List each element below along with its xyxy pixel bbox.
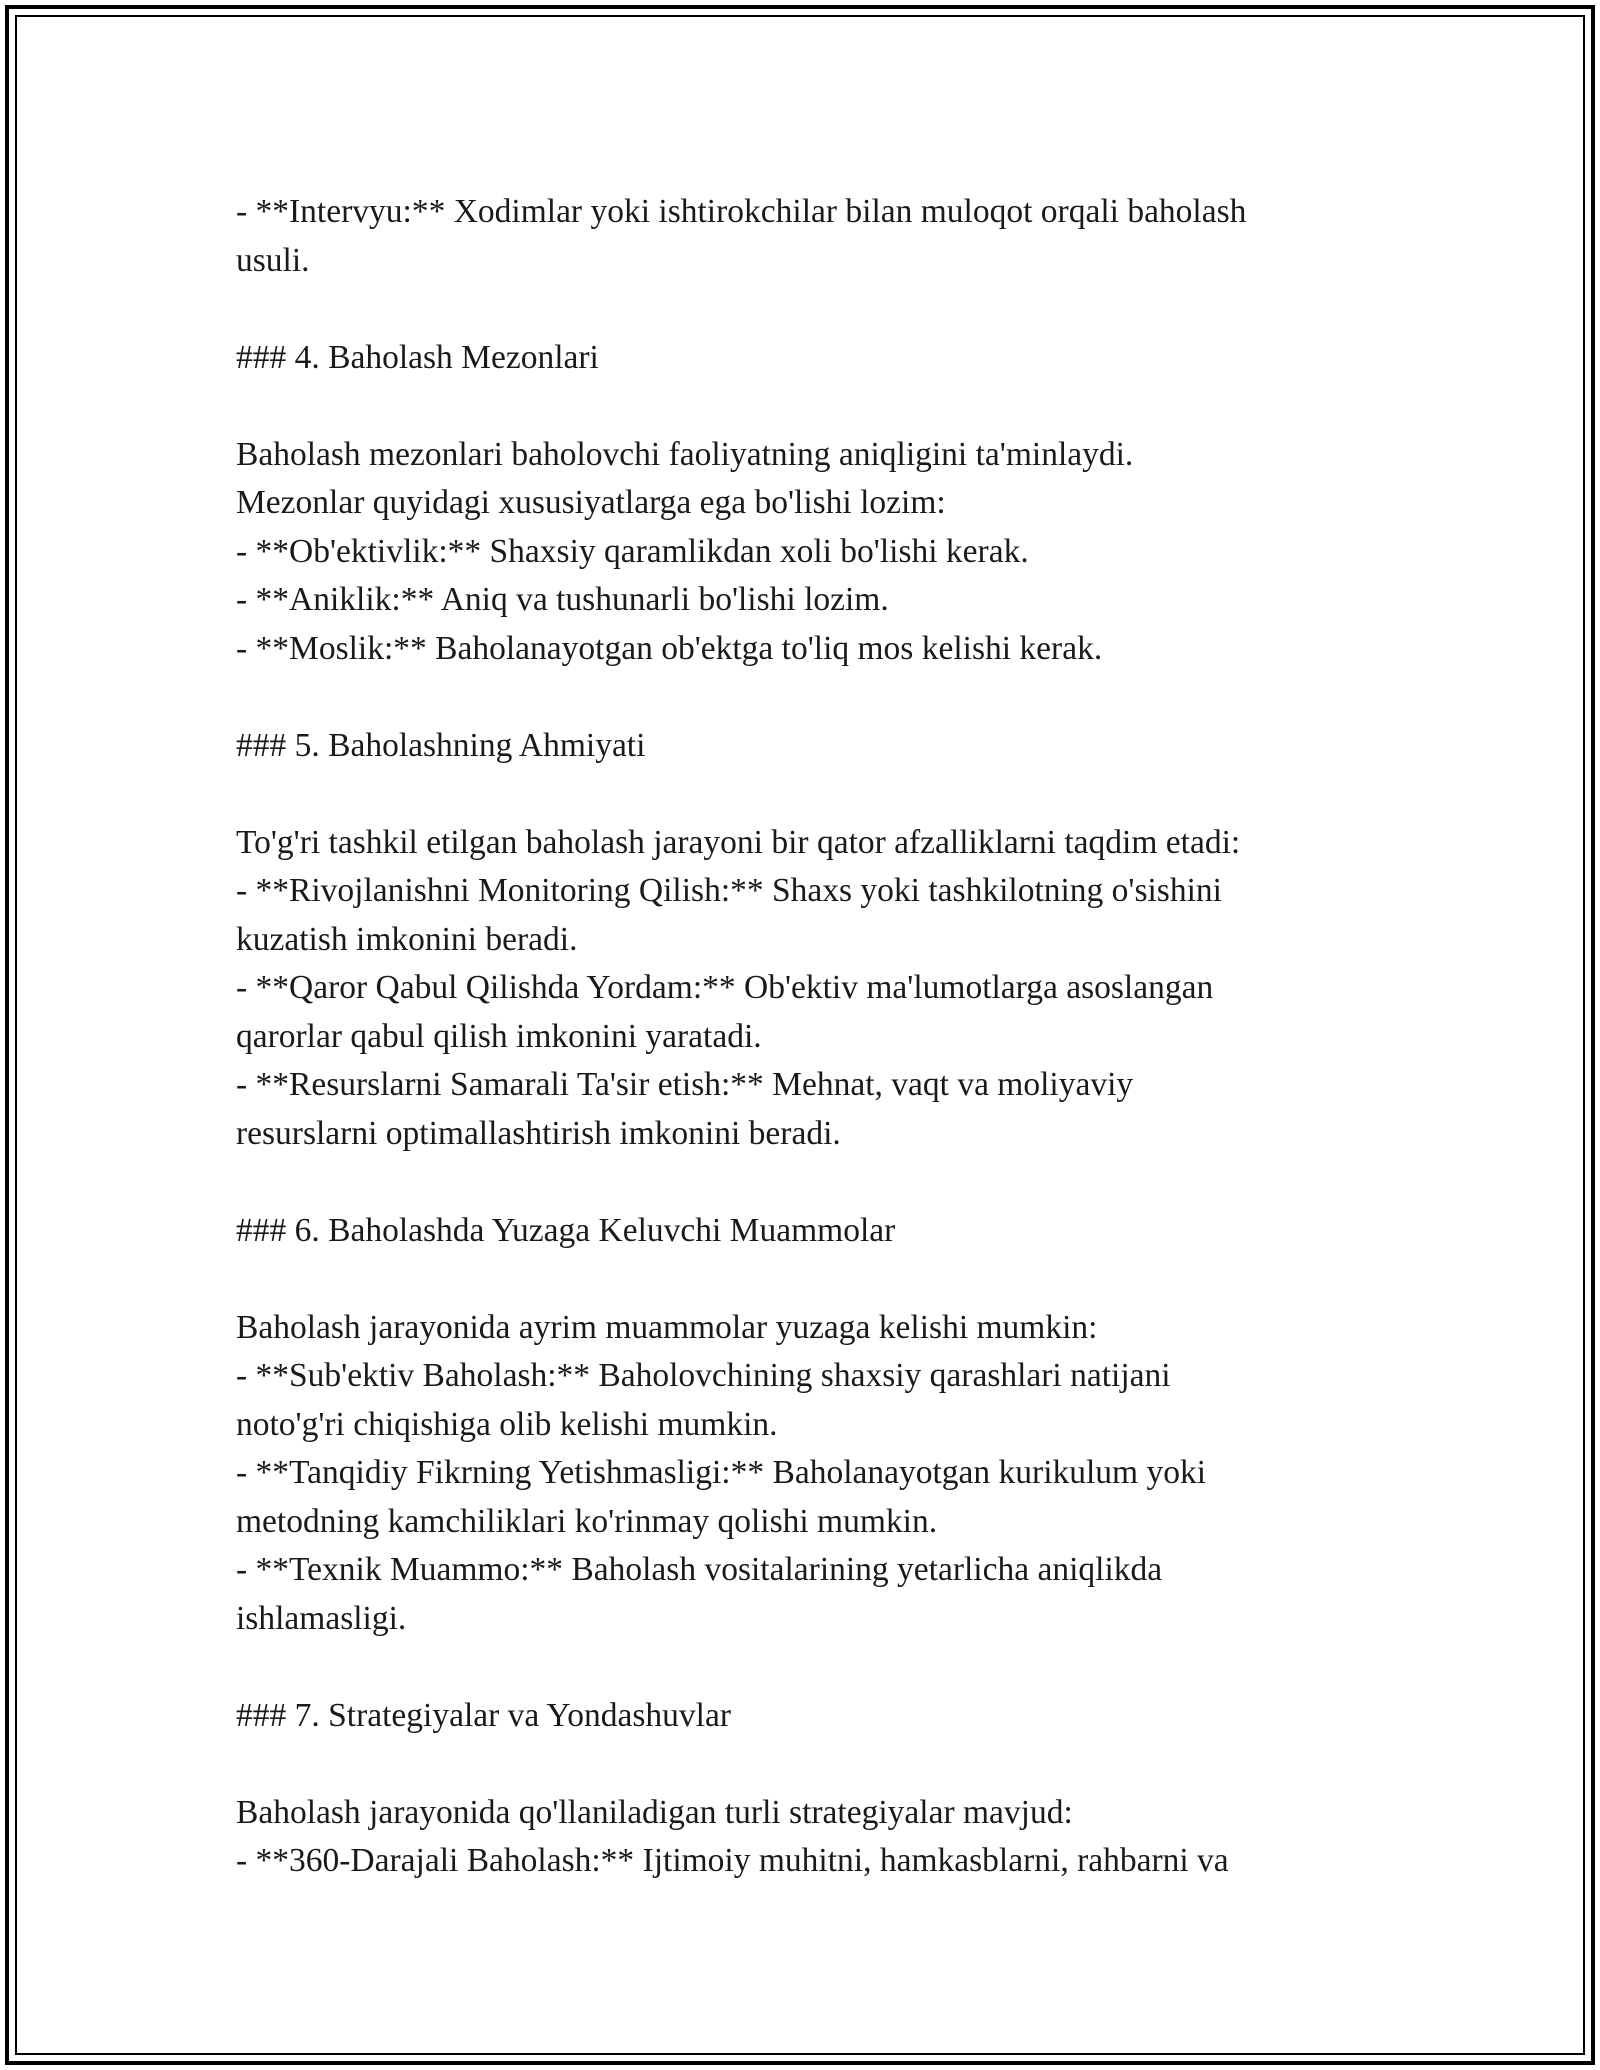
text-line: ishlamasligi. <box>236 1599 407 1637</box>
document-body <box>236 188 1386 1886</box>
section-heading: ### 5. Baholashning Ahmiyati <box>236 726 646 764</box>
text-line: noto'g'ri chiqishiga olib kelishi mumkin. <box>236 1405 778 1443</box>
text-line: metodning kamchiliklari ko'rinmay qolishi mumkin. <box>236 1502 938 1540</box>
text-line: qarorlar qabul qilish imkonini yaratadi. <box>236 1017 762 1055</box>
section-heading: ### 6. Baholashda Yuzaga Keluvchi Muammolar <box>236 1211 896 1249</box>
text-line: Baholash jarayonida ayrim muammolar yuzaga kelishi mumkin: <box>236 1308 1098 1346</box>
text-line: - **Intervyu:** Xodimlar yoki ishtirokchilar bilan muloqot orqali baholash <box>236 193 1247 230</box>
text-line: - **Rivojlanishni Monitoring Qilish:** Shaxs yoki tashkilotning o'sishini <box>236 872 1222 909</box>
blank-line <box>236 770 1386 819</box>
text-line: Mezonlar quyidagi xususiyatlarga ega bo'lishi lozim: <box>236 484 946 521</box>
blank-line <box>236 382 1386 431</box>
blank-line <box>236 1740 1386 1789</box>
text-line: - **Tanqidiy Fikrning Yetishmasligi:** Baholanayotgan kurikulum yoki <box>236 1454 1207 1491</box>
blank-line <box>236 1255 1386 1304</box>
text-line: - **Moslik:** Baholanayotgan ob'ektga to'liq mos kelishi kerak. <box>236 629 1103 667</box>
blank-line <box>236 673 1386 722</box>
text-line: usuli. <box>236 241 310 279</box>
text-line: resurslarni optimallashtirish imkonini beradi. <box>236 1114 841 1152</box>
blank-line <box>236 285 1386 334</box>
text-line: - **Qaror Qabul Qilishda Yordam:** Ob'ektiv ma'lumotlarga asoslangan <box>236 969 1214 1006</box>
blank-line <box>236 1643 1386 1692</box>
text-line: - **Aniklik:** Aniq va tushunarli bo'lishi lozim. <box>236 581 889 618</box>
text-line: To'g'ri tashkil etilgan baholash jarayoni bir qator afzalliklarni taqdim etadi: <box>236 823 1241 861</box>
text-line: - **Texnik Muammo:** Baholash vositalarining yetarlicha aniqlikda <box>236 1551 1163 1588</box>
text-line: - **Resurslarni Samarali Ta'sir etish:** Mehnat, vaqt va moliyaviy <box>236 1066 1134 1103</box>
text-line: - **360-Darajali Baholash:** Ijtimoiy muhitni, hamkasblarni, rahbarni va <box>236 1842 1229 1879</box>
text-line: - **Sub'ektiv Baholash:** Baholovchining shaxsiy qarashlari natijani <box>236 1357 1171 1394</box>
text-line: - **Ob'ektivlik:** Shaxsiy qaramlikdan xoli bo'lishi kerak. <box>236 532 1029 570</box>
text-line: Baholash jarayonida qo'llaniladigan turli strategiyalar mavjud: <box>236 1793 1073 1831</box>
text-line: Baholash mezonlari baholovchi faoliyatning aniqligini ta'minlaydi. <box>236 435 1134 473</box>
text-line: kuzatish imkonini beradi. <box>236 920 578 958</box>
section-heading: ### 7. Strategiyalar va Yondashuvlar <box>236 1696 731 1734</box>
blank-line <box>236 1158 1386 1207</box>
section-heading: ### 4. Baholash Mezonlari <box>236 338 599 376</box>
